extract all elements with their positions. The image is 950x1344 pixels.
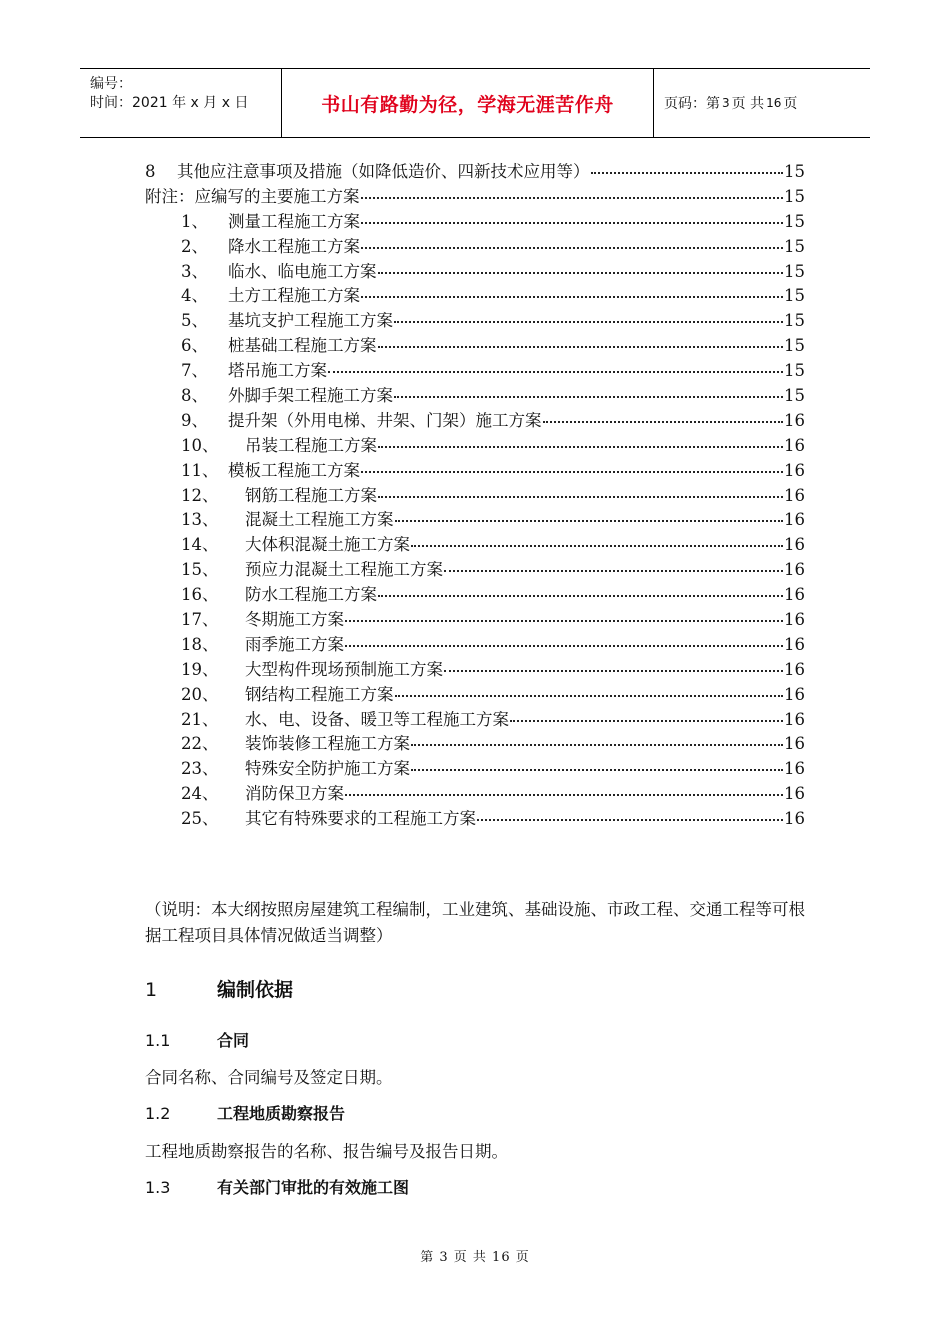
toc-entry-number: 11、 — [181, 460, 219, 480]
toc-dot-leader — [361, 296, 783, 298]
toc-entry-title: 特殊安全防护施工方案 — [245, 759, 410, 779]
toc-entry-number: 9、 — [181, 410, 208, 430]
toc-dot-leader — [361, 222, 783, 224]
toc-dot-leader — [345, 794, 783, 796]
toc-entry[interactable] — [145, 457, 805, 482]
explanation-note: （说明：本大纲按照房屋建筑工程编制，工业建筑、基础设施、市政工程、交通工程等可根据工程项目具体情况做适当调整） — [145, 900, 805, 945]
page-footer: 第 3 页 共 16 页 — [420, 1250, 530, 1265]
subsection-number: 1.3 — [145, 1178, 171, 1197]
toc-entry-title: 桩基础工程施工方案 — [228, 336, 377, 356]
toc-entry[interactable] — [145, 382, 805, 407]
toc-entry-page: 16 — [784, 485, 805, 505]
toc-entry-title: 塔吊施工方案 — [228, 361, 327, 381]
toc-entry[interactable] — [145, 606, 805, 631]
toc-entry[interactable] — [145, 681, 805, 706]
toc-entry[interactable] — [145, 581, 805, 606]
toc-entry-page: 16 — [784, 610, 805, 630]
toc-entry-title: 雨季施工方案 — [245, 634, 344, 654]
toc-entry-page: 15 — [784, 211, 805, 231]
toc-entry-page: 16 — [784, 585, 805, 605]
toc-dot-leader — [395, 695, 784, 697]
toc-entry-title: 模板工程施工方案 — [228, 460, 360, 480]
toc-dot-leader — [411, 744, 783, 746]
toc-entry-number: 19、 — [181, 659, 219, 679]
toc-entry-number: 23、 — [181, 759, 219, 779]
toc-entry-number: 21、 — [181, 709, 219, 729]
toc-entry-page: 16 — [784, 510, 805, 530]
toc-entry-number: 24、 — [181, 784, 219, 804]
toc-dot-leader — [378, 446, 783, 448]
toc-entry-number: 12、 — [181, 485, 219, 505]
toc-entry[interactable] — [145, 158, 805, 183]
toc-entry-number: 13、 — [181, 510, 219, 530]
toc-entry-number: 18、 — [181, 634, 219, 654]
toc-entry-title: 钢结构工程施工方案 — [245, 684, 394, 704]
toc-dot-leader — [444, 570, 783, 572]
toc-dot-leader — [411, 545, 783, 547]
toc-entry-title: 基坑支护工程施工方案 — [228, 311, 393, 331]
toc-entry-number: 10、 — [181, 435, 219, 455]
toc-entry-title: 混凝土工程施工方案 — [245, 510, 394, 530]
toc-entry-page: 16 — [784, 784, 805, 804]
toc-entry-page: 16 — [784, 560, 805, 580]
toc-entry-title: 钢筋工程施工方案 — [245, 485, 377, 505]
toc-dot-leader — [394, 321, 783, 323]
toc-dot-leader — [378, 346, 784, 348]
toc-entry-page: 16 — [784, 460, 805, 480]
toc-dot-leader — [395, 520, 784, 522]
page-header — [80, 68, 870, 138]
page-suffix: 页 — [783, 96, 798, 112]
paragraph: 工程地质勘察报告的名称、报告编号及报告日期。 — [145, 1142, 508, 1161]
toc-entry[interactable] — [145, 755, 805, 780]
toc-entry-number: 3、 — [181, 261, 208, 281]
toc-dot-leader — [477, 819, 783, 821]
toc-entry-number: 25、 — [181, 809, 219, 829]
toc-entry-title: 大型构件现场预制施工方案 — [245, 659, 443, 679]
toc-entry[interactable] — [145, 556, 805, 581]
toc-entry-page: 16 — [784, 535, 805, 555]
toc-entry[interactable] — [145, 258, 805, 283]
toc-entry[interactable] — [145, 282, 805, 307]
toc-entry-title: 附注：应编写的主要施工方案 — [145, 186, 360, 206]
time-label: 时间：2021 年 x 月 x 日 — [90, 95, 249, 111]
toc-entry-number: 6、 — [181, 336, 208, 356]
toc-entry[interactable] — [145, 805, 805, 830]
toc-dot-leader — [510, 720, 783, 722]
toc-entry-title: 提升架（外用电梯、井架、门架）施工方案 — [228, 410, 542, 430]
toc-dot-leader — [378, 272, 784, 274]
toc-entry-title: 装饰装修工程施工方案 — [245, 734, 410, 754]
toc-dot-leader — [378, 496, 783, 498]
section-number: 1 — [145, 979, 158, 1001]
toc-entry[interactable] — [145, 656, 805, 681]
toc-entry-title: 消防保卫方案 — [245, 784, 344, 804]
page-current: 3 — [722, 96, 730, 110]
toc-entry-number: 1、 — [181, 211, 208, 231]
toc-entry-page: 16 — [784, 809, 805, 829]
serial-label: 编号： — [90, 76, 132, 92]
toc-entry-title: 外脚手架工程施工方案 — [228, 386, 393, 406]
toc-entry-page: 16 — [784, 759, 805, 779]
toc-entry-title: 其他应注意事项及措施（如降低造价、四新技术应用等） — [177, 162, 590, 181]
subsection-title: 工程地质勘察报告 — [217, 1104, 346, 1123]
toc-entry-page: 15 — [784, 286, 805, 306]
toc-entry-page: 15 — [784, 261, 805, 281]
table-of-contents — [145, 158, 805, 830]
toc-entry-title: 临水、临电施工方案 — [228, 261, 377, 281]
toc-entry[interactable] — [145, 432, 805, 457]
toc-entry-number: 22、 — [181, 734, 219, 754]
toc-entry-page: 15 — [784, 162, 805, 181]
toc-entry-title: 防水工程施工方案 — [245, 585, 377, 605]
toc-dot-leader — [328, 371, 783, 373]
toc-entry-page: 16 — [784, 435, 805, 455]
toc-dot-leader — [361, 471, 783, 473]
toc-entry-page: 16 — [784, 659, 805, 679]
section-title: 编制依据 — [217, 979, 294, 1001]
toc-dot-leader — [444, 670, 783, 672]
toc-entry-number: 8 — [145, 162, 156, 181]
toc-entry[interactable] — [145, 307, 805, 332]
toc-entry[interactable] — [145, 357, 805, 382]
page-total: 16 — [766, 96, 782, 110]
page-mid: 页 共 — [731, 96, 765, 112]
toc-entry[interactable] — [145, 233, 805, 258]
toc-entry-title: 吊装工程施工方案 — [245, 435, 377, 455]
toc-entry-page: 15 — [784, 236, 805, 256]
toc-dot-leader — [394, 396, 783, 398]
toc-entry-page: 16 — [784, 410, 805, 430]
toc-dot-leader — [361, 197, 784, 199]
toc-entry-title: 冬期施工方案 — [245, 610, 344, 630]
subsection-title: 有关部门审批的有效施工图 — [217, 1178, 410, 1197]
toc-entry-page: 15 — [784, 186, 805, 206]
page-prefix: 页码：第 — [664, 96, 720, 112]
toc-entry[interactable] — [145, 407, 805, 432]
toc-entry-number: 16、 — [181, 585, 219, 605]
toc-dot-leader — [345, 620, 783, 622]
toc-entry-title: 降水工程施工方案 — [228, 236, 360, 256]
toc-dot-leader — [378, 595, 783, 597]
toc-entry[interactable] — [145, 631, 805, 656]
subsection-number: 1.1 — [145, 1031, 171, 1050]
toc-entry[interactable] — [145, 780, 805, 805]
toc-entry-title: 测量工程施工方案 — [228, 211, 360, 231]
toc-entry-page: 15 — [784, 386, 805, 406]
toc-entry-page: 16 — [784, 709, 805, 729]
toc-entry-number: 2、 — [181, 236, 208, 256]
toc-dot-leader — [361, 247, 783, 249]
toc-entry-page: 15 — [784, 311, 805, 331]
toc-entry-number: 14、 — [181, 535, 219, 555]
toc-dot-leader — [345, 645, 783, 647]
toc-entry-page: 15 — [784, 336, 805, 356]
toc-entry-number: 17、 — [181, 610, 219, 630]
subsection-title: 合同 — [217, 1031, 250, 1050]
toc-entry[interactable] — [145, 730, 805, 755]
header-motto: 书山有路勤为径，学海无涯苦作舟 — [282, 69, 654, 137]
toc-entry-number: 15、 — [181, 560, 219, 580]
toc-entry-title: 大体积混凝土施工方案 — [245, 535, 410, 555]
subsection-number: 1.2 — [145, 1104, 171, 1123]
subsection-heading — [145, 1175, 409, 1198]
toc-entry[interactable] — [145, 208, 805, 233]
subsection-heading — [145, 1101, 345, 1124]
toc-entry-number: 20、 — [181, 684, 219, 704]
header-page-info — [654, 69, 870, 137]
toc-entry-number: 8、 — [181, 386, 208, 406]
toc-entry[interactable] — [145, 706, 805, 731]
toc-entry-page: 16 — [784, 684, 805, 704]
toc-entry-number: 4、 — [181, 286, 208, 306]
toc-entry[interactable] — [145, 482, 805, 507]
toc-entry-page: 16 — [784, 734, 805, 754]
toc-entry[interactable] — [145, 531, 805, 556]
toc-entry[interactable] — [145, 183, 805, 208]
toc-entry[interactable] — [145, 332, 805, 357]
toc-entry-title: 其它有特殊要求的工程施工方案 — [245, 809, 476, 829]
toc-dot-leader — [543, 421, 784, 423]
toc-entry-title: 水、电、设备、暖卫等工程施工方案 — [245, 709, 509, 729]
toc-entry[interactable] — [145, 506, 805, 531]
subsection-heading — [145, 1028, 249, 1051]
toc-entry-number: 7、 — [181, 361, 208, 381]
toc-dot-leader — [411, 769, 783, 771]
toc-entry-page: 15 — [784, 361, 805, 381]
section-heading — [145, 975, 293, 1002]
toc-entry-number: 5、 — [181, 311, 208, 331]
paragraph: 合同名称、合同编号及签定日期。 — [145, 1068, 393, 1087]
toc-entry-title: 土方工程施工方案 — [228, 286, 360, 306]
toc-dot-leader — [591, 172, 784, 174]
toc-entry-page: 16 — [784, 634, 805, 654]
toc-entry-title: 预应力混凝土工程施工方案 — [245, 560, 443, 580]
header-left-cell — [80, 69, 282, 137]
